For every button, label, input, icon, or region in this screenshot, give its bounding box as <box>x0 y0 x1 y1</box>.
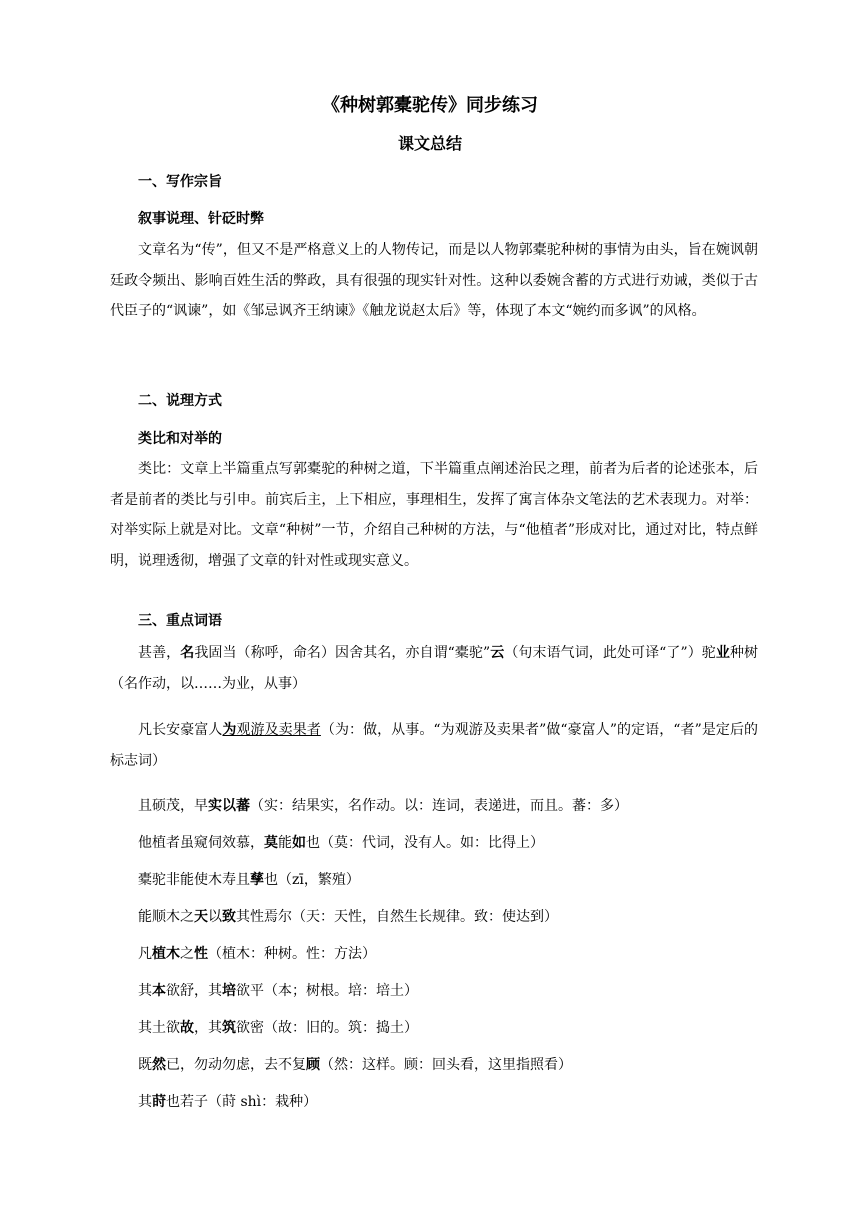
entry-text: 其土欲 <box>138 1020 180 1036</box>
entry-text: 以 <box>208 909 222 925</box>
entry-keyword: 本 <box>152 983 166 999</box>
entry-text: （句末语气词，此处可译“了”）驼 <box>504 645 716 661</box>
entry-text: 已，勿动勿虑，去不复 <box>166 1057 306 1073</box>
entry-text: 他植者虽窥伺效慕， <box>138 835 264 851</box>
word-entry-4 <box>138 832 544 852</box>
word-entry-6 <box>138 906 558 926</box>
entry-keyword: 名 <box>180 645 195 661</box>
word-entry-11 <box>138 1091 317 1111</box>
section-3-heading: 三、重点词语 <box>138 613 222 629</box>
entry-text: （然：这样。顾：回头看，这里指照看） <box>320 1057 572 1073</box>
entry-text: 欲平（本；树根。培：培土） <box>236 983 418 999</box>
entry-keyword: 致 <box>222 909 236 925</box>
entry-keyword: 故 <box>180 1020 194 1036</box>
entry-text: （植木：种树。性：方法） <box>208 946 376 962</box>
word-entry-9 <box>138 1017 418 1037</box>
section-2-paragraph: 类比：文章上半篇重点写郭橐驼的种树之道，下半篇重点阐述治民之理，前者为后者的论述张本，后者是前者的类比与引申。前宾后主，上下相应，事理相生，发挥了寓言体杂文笔法的艺术表现力。对举：对举实际上就是对比。文章“种树”一节，介绍自己种树的方法，与“他植者”形成对比，通过对比，特点鲜明，说理透彻，增强了文章的针对性或现实意义。 <box>110 461 758 569</box>
entry-text: 也（莫：代词，没有人。如：比得上） <box>306 835 544 851</box>
section-2-heading: 二、说理方式 <box>138 393 222 409</box>
entry-keyword: 然 <box>152 1057 166 1073</box>
section-1-subheading: 叙事说理、针砭时弊 <box>138 211 264 227</box>
entry-keyword: 植木 <box>152 946 180 962</box>
entry-text: 甚善， <box>138 645 181 661</box>
entry-text: 种树（名作动，以……为业，从事） <box>110 645 759 692</box>
word-entry-5 <box>138 869 360 889</box>
entry-keyword: 如 <box>292 835 306 851</box>
entry-text: 也若子（莳 shì：栽种） <box>166 1094 318 1110</box>
word-entry-3 <box>138 795 628 815</box>
entry-keyword: 实以蕃 <box>208 798 250 814</box>
entry-text: 之 <box>180 946 194 962</box>
entry-keyword: 业 <box>715 645 730 661</box>
entry-text: 其 <box>138 1094 152 1110</box>
word-entry-1 <box>110 638 758 699</box>
entry-text: 橐驼非能使木寿且 <box>138 872 250 888</box>
entry-text: 也（zī，繁殖） <box>264 872 360 888</box>
entry-keyword: 天 <box>194 909 208 925</box>
document-title: 《种树郭橐驼传》同步练习 <box>322 95 538 116</box>
entry-keyword: 为 <box>222 722 237 738</box>
entry-keyword: 性 <box>194 946 208 962</box>
entry-text: 凡 <box>138 946 152 962</box>
word-entry-8 <box>138 980 418 1000</box>
entry-keyword: 顾 <box>306 1057 320 1073</box>
word-entry-10 <box>138 1054 572 1074</box>
document-subtitle: 课文总结 <box>397 134 462 153</box>
entry-text: 能顺木之 <box>138 909 194 925</box>
entry-text: 其性焉尔（天：天性，自然生长规律。致：使达到） <box>236 909 558 925</box>
word-entry-2 <box>110 715 758 776</box>
entry-text: 我固当（称呼，命名）因舍其名，亦自谓“橐驼” <box>194 645 491 661</box>
entry-underlined-phrase: 观游及卖果者 <box>236 722 321 738</box>
section-1-heading: 一、写作宗旨 <box>138 174 222 190</box>
section-2-subheading: 类比和对举的 <box>138 431 222 447</box>
entry-keyword: 培 <box>222 983 236 999</box>
entry-text: ，其 <box>194 1020 222 1036</box>
entry-text: 能 <box>278 835 292 851</box>
entry-keyword: 云 <box>490 645 505 661</box>
entry-text: （为：做，从事。“为观游及卖果者”做“豪富人”的定语，“者”是定后的标志词） <box>110 722 759 769</box>
word-entry-7 <box>138 943 376 963</box>
section-1-paragraph: 文章名为“传”，但又不是严格意义上的人物传记，而是以人物郭橐驼种树的事情为由头，旨在婉讽朝廷政令频出、影响百姓生活的弊政，具有很强的现实针对性。这种以委婉含蓄的方式进行劝诫，类似于古代臣子的“讽谏”，如《邹忌讽齐王纳谏》《触龙说赵太后》等，体现了本文“婉约而多讽”的风格。 <box>110 242 758 319</box>
entry-text: 凡长安豪富人 <box>138 722 223 738</box>
entry-keyword: 莫 <box>264 835 278 851</box>
entry-text: 欲密（故：旧的。筑：捣土） <box>236 1020 418 1036</box>
entry-text: 欲舒，其 <box>166 983 222 999</box>
entry-keyword: 筑 <box>222 1020 236 1036</box>
entry-keyword: 莳 <box>152 1094 166 1110</box>
entry-text: 且硕茂，早 <box>138 798 208 814</box>
entry-text: （实：结果实，名作动。以：连词，表递进，而且。蕃：多） <box>250 798 628 814</box>
entry-keyword: 孳 <box>250 872 264 888</box>
entry-text: 其 <box>138 983 152 999</box>
entry-text: 既 <box>138 1057 152 1073</box>
